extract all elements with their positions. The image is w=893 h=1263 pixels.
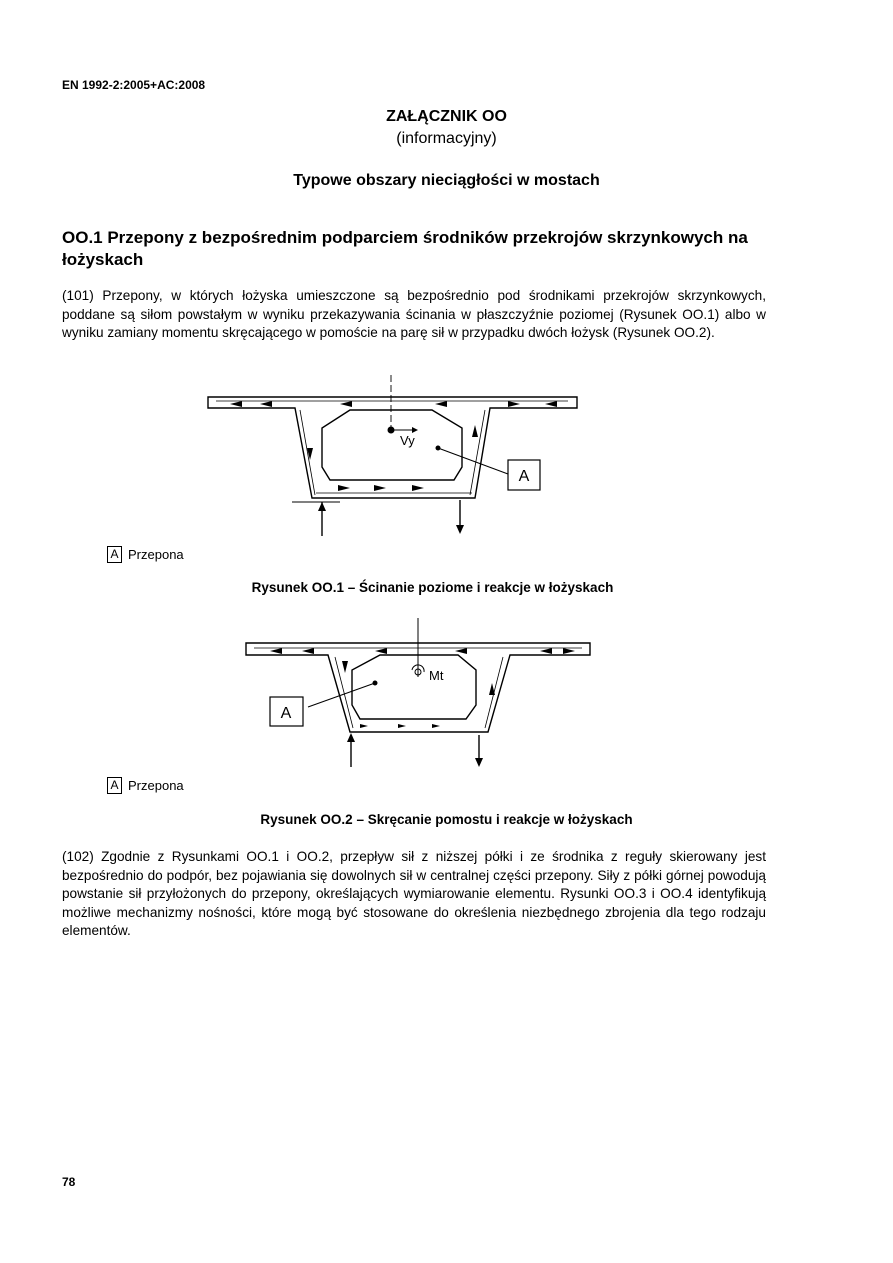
annex-subtitle: (informacyjny)	[396, 130, 497, 147]
legend-key-a: A	[107, 546, 122, 563]
figure-oo2-legend	[107, 777, 184, 794]
diaphragm-opening	[322, 410, 462, 480]
figure-oo1-caption: Rysunek OO.1 – Ścinanie poziome i reakcje w łożyskach	[251, 580, 614, 595]
paragraph-102: (102) Zgodnie z Rysunkami OO.1 i OO.2, przepływ sił z niższej półki i ze środnika z reguły skierowany jest bezpośrednio do podpór, bez pojawiania się dowolnych sił w centralnej części przepony. Siły z półki górnej powodują powstanie sił przyłożonych do przepony, określających wymiarowanie elementu. Rysunki OO.3 i OO.4 identyfikują możliwe mechanizmy nośności, które mogą być stosowane do określenia niezbędnego zbrojenia dla tego rodzaju elementów.	[62, 849, 766, 938]
figure-oo1-legend	[107, 546, 184, 563]
legend-text: Przepona	[128, 547, 184, 562]
standard-code: EN 1992-2:2005+AC:2008	[62, 78, 206, 92]
force-vy-label: Vy	[400, 433, 415, 448]
figure-oo2-caption: Rysunek OO.2 – Skręcanie pomostu i reakcje w łożyskach	[260, 812, 633, 827]
figure-oo2-diagram	[240, 615, 600, 775]
callout-a-label: A	[280, 705, 292, 722]
figure-oo1-diagram	[200, 370, 590, 545]
legend-key-a: A	[107, 777, 122, 794]
annex-heading: Typowe obszary nieciągłości w mostach	[293, 172, 600, 189]
section-title: OO.1 Przepony z bezpośrednim podparciem środników przekrojów skrzynkowych na łożyskach	[62, 228, 748, 269]
diaphragm-opening	[352, 655, 476, 719]
annex-title: ZAŁĄCZNIK OO	[386, 108, 507, 125]
callout-a-label: A	[518, 468, 530, 485]
moment-mt-label: Mt	[429, 668, 444, 683]
page-number: 78	[62, 1175, 76, 1189]
legend-text: Przepona	[128, 778, 184, 793]
paragraph-101: (101) Przepony, w których łożyska umieszczone są bezpośrednio pod środnikami przekrojów skrzynkowych, poddane są siłom powstałym w wyniku przekazywania ścinania w płaszczyźnie poziomej (Rysunek OO.1) albo w wyniku zamiany momentu skręcającego w pomoście na parę sił w przypadku dwóch łożysk (Rysunek OO.2).	[62, 288, 766, 340]
